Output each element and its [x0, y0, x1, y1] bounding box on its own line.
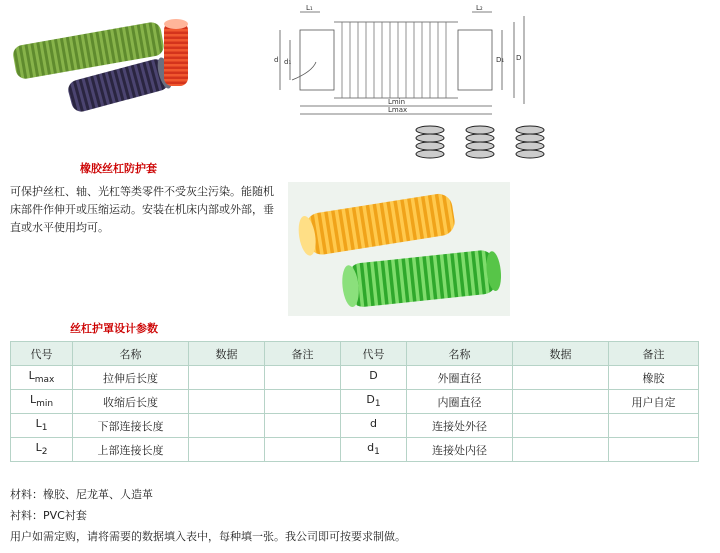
col-header: 代号: [341, 342, 407, 366]
col-header: 名称: [73, 342, 189, 366]
note-cell: [265, 366, 341, 390]
note-cell: [609, 414, 699, 438]
design-params-table: [10, 341, 699, 462]
code-cell: $L_1$: [11, 414, 73, 438]
product-photo-bellows: [6, 4, 202, 114]
note-cell: [265, 438, 341, 462]
notes-block: [10, 484, 406, 547]
code-cell: D: [341, 366, 407, 390]
name-cell: 上部连接长度: [73, 438, 189, 462]
name-cell: 外圈直径: [407, 366, 513, 390]
order-note: 用户如需定购，请将需要的数据填入表中，每种填一张。我公司即可按要求制做。: [10, 530, 406, 543]
note-cell: [265, 414, 341, 438]
col-header: 数据: [189, 342, 265, 366]
name-cell: 内圈直径: [407, 390, 513, 414]
data-cell[interactable]: [189, 414, 265, 438]
label-lmin: Lmin: [388, 98, 406, 106]
page-title: 橡胶丝杠防护套: [80, 162, 157, 175]
note-cell: 用户自定: [609, 390, 699, 414]
data-cell[interactable]: [513, 366, 609, 390]
code-cell: $L_{min}$: [11, 390, 73, 414]
col-header: 代号: [11, 342, 73, 366]
data-cell[interactable]: [513, 438, 609, 462]
table-row: [11, 366, 699, 390]
code-cell: $L_2$: [11, 438, 73, 462]
technical-drawing: [272, 2, 532, 120]
product-photo-orange-green: [288, 182, 510, 316]
col-header: 备注: [609, 342, 699, 366]
name-cell: 收缩后长度: [73, 390, 189, 414]
label-d1: d₁: [284, 58, 292, 66]
params-section-title: 丝杠护罩设计参数: [70, 322, 158, 335]
lining-note: 衬料：PVC衬套: [10, 509, 87, 522]
note-cell: [609, 438, 699, 462]
label-d: d: [274, 56, 279, 64]
table-row: [11, 414, 699, 438]
data-cell[interactable]: [513, 414, 609, 438]
label-dd1: D₁: [496, 56, 505, 64]
name-cell: 拉伸后长度: [73, 366, 189, 390]
table-row: [11, 438, 699, 462]
note-cell: 橡胶: [609, 366, 699, 390]
label-l1: L₁: [306, 4, 313, 12]
data-cell[interactable]: [513, 390, 609, 414]
name-cell: 连接处内径: [407, 438, 513, 462]
data-cell[interactable]: [189, 366, 265, 390]
note-cell: [265, 390, 341, 414]
table-header-row: [11, 342, 699, 366]
code-cell: d: [341, 414, 407, 438]
col-header: 名称: [407, 342, 513, 366]
data-cell[interactable]: [189, 438, 265, 462]
code-cell: $d_1$: [341, 438, 407, 462]
label-dd: D: [516, 54, 522, 62]
col-header: 备注: [265, 342, 341, 366]
label-lmax: Lmax: [388, 106, 408, 114]
name-cell: 下部连接长度: [73, 414, 189, 438]
bellows-coil-icons: [412, 122, 552, 162]
col-header: 数据: [513, 342, 609, 366]
code-cell: $L_{max}$: [11, 366, 73, 390]
name-cell: 连接处外径: [407, 414, 513, 438]
data-cell[interactable]: [189, 390, 265, 414]
label-l2: L₂: [476, 4, 483, 12]
code-cell: $D_1$: [341, 390, 407, 414]
product-description: 可保护丝杠、轴、光杠等类零件不受灰尘污染。能随机床部件作伸开或压缩运动。安装在机床内部或外部，垂直或水平使用均可。: [10, 185, 274, 234]
table-row: [11, 390, 699, 414]
material-note: 材料：橡胶、尼龙革、人造革: [10, 488, 153, 501]
